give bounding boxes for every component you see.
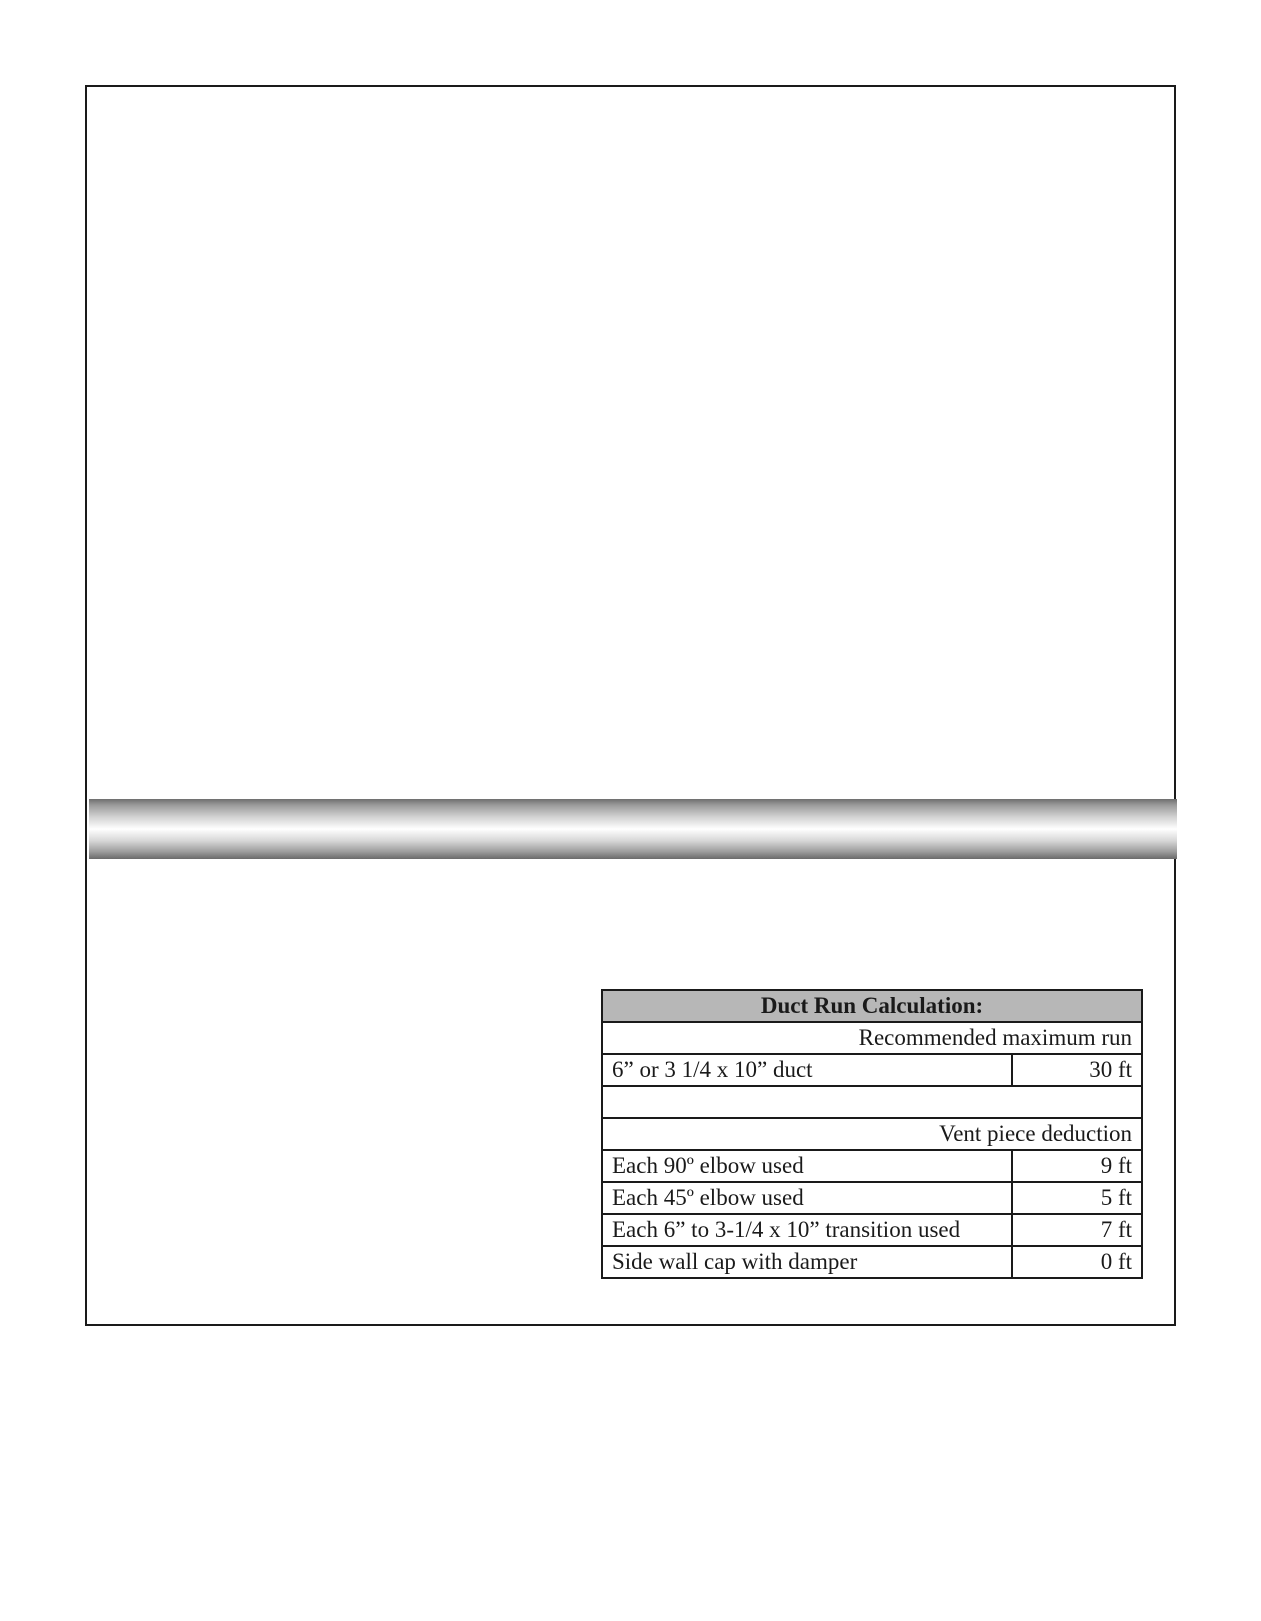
deduction-header: Vent piece deduction [602, 1118, 1142, 1150]
row-value: 5 ft [1012, 1182, 1142, 1214]
row-label: 6” or 3 1/4 x 10” duct [602, 1054, 1012, 1086]
table-row [602, 1054, 1142, 1086]
blank-row [602, 1086, 1142, 1118]
table-row [602, 1182, 1142, 1214]
row-label: Each 45º elbow used [602, 1182, 1012, 1214]
table-row [602, 1246, 1142, 1278]
table-title: Duct Run Calculation: [602, 990, 1142, 1022]
row-value: 7 ft [1012, 1214, 1142, 1246]
recommended-header-row [602, 1022, 1142, 1054]
row-value: 0 ft [1012, 1246, 1142, 1278]
table-row [602, 1150, 1142, 1182]
row-label: Each 6” to 3-1/4 x 10” transition used [602, 1214, 1012, 1246]
row-value: 9 ft [1012, 1150, 1142, 1182]
row-label: Side wall cap with damper [602, 1246, 1012, 1278]
blank-cell [602, 1086, 1142, 1118]
deduction-header-row [602, 1118, 1142, 1150]
table-row [602, 1214, 1142, 1246]
section-header-bar [89, 799, 1177, 859]
duct-run-calculation-table [601, 989, 1143, 1279]
table-title-row [602, 990, 1142, 1022]
row-value: 30 ft [1012, 1054, 1142, 1086]
row-label: Each 90º elbow used [602, 1150, 1012, 1182]
recommended-header: Recommended maximum run [602, 1022, 1142, 1054]
